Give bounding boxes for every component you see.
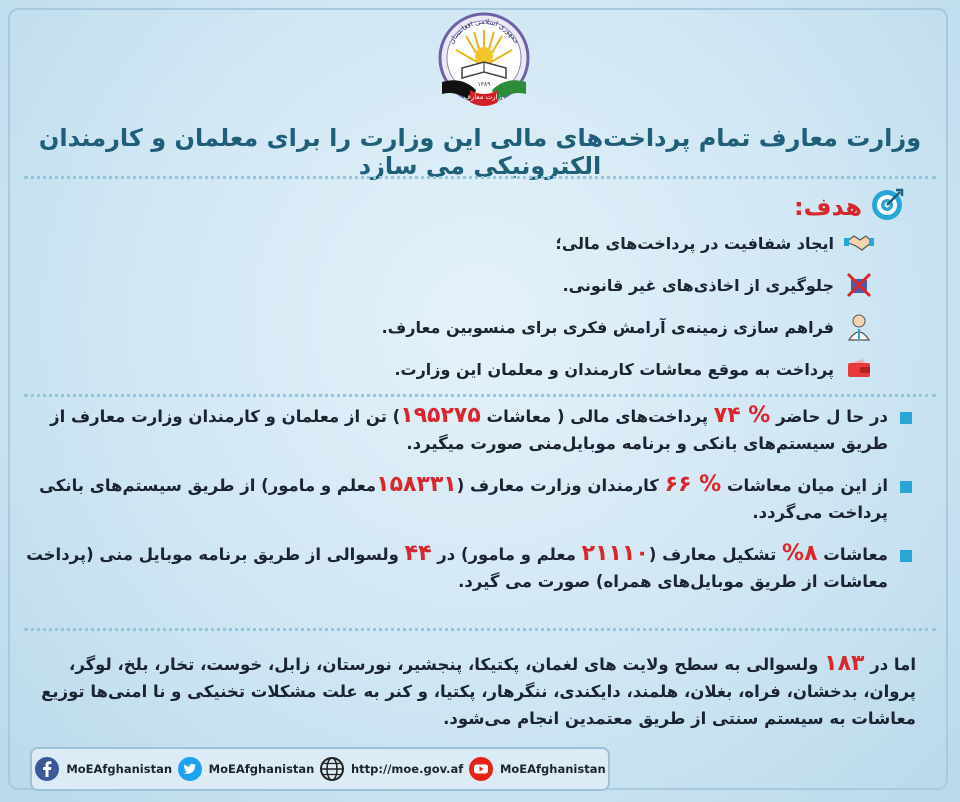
twitter-link[interactable] xyxy=(177,756,315,782)
logo-year: ۱۳۸۹ xyxy=(477,81,491,88)
divider xyxy=(24,176,936,179)
goal-item xyxy=(276,306,876,348)
page-title: وزارت معارف تمام پرداخت‌های مالی این وزارت را برای معلمان و کارمندان الکترونیکی می سازد xyxy=(38,124,922,180)
stats-bullets xyxy=(24,402,912,609)
highlight-percent: % ۷۴ xyxy=(713,403,771,428)
ministry-logo xyxy=(432,6,536,116)
divider xyxy=(24,394,936,397)
youtube-link[interactable] xyxy=(468,756,606,782)
logo-top-text: جمهوری اسلامی افغانستان xyxy=(447,17,521,46)
youtube-handle: MoEAfghanistan xyxy=(499,762,606,776)
bullet-text: معلم و مامور) در xyxy=(431,545,582,564)
highlight-number: ۲۱۱۱۰ xyxy=(581,541,649,566)
target-icon xyxy=(870,188,904,226)
twitter-handle: MoEAfghanistan xyxy=(208,762,315,776)
goal-item xyxy=(276,222,876,264)
facebook-icon xyxy=(34,756,60,782)
bullet-text: معلم و مامور) از طریق سیستم‌های بانکی پرداخت می‌گردد. xyxy=(39,476,888,522)
bullet-text: کارمندان وزارت معارف ( xyxy=(456,476,665,495)
facebook-link[interactable] xyxy=(34,756,172,782)
no-bribe-icon xyxy=(842,268,876,302)
goal-text: فراهم سازی زمینه‌ی آرامش فکری برای منسوبین معارف. xyxy=(381,317,834,337)
bullet-marker xyxy=(900,481,912,493)
bullet-item xyxy=(24,471,912,526)
bullet-text: از این میان معاشات xyxy=(721,476,888,495)
bullet-text: در حا ل حاضر xyxy=(770,407,888,426)
highlight-percent: ۸% xyxy=(782,541,818,566)
facebook-handle: MoEAfghanistan xyxy=(66,762,173,776)
goal-label: هدف: xyxy=(794,193,862,221)
goal-item xyxy=(276,264,876,306)
goal-header xyxy=(794,188,904,226)
goal-text: جلوگیری از اخاذی‌های غیر قانونی. xyxy=(562,275,834,295)
bullet-marker xyxy=(900,550,912,562)
goal-text: پرداخت به موقع معاشات کارمندان و معلمان این وزارت. xyxy=(394,359,834,379)
highlight-percent: % ۶۶ xyxy=(664,472,722,497)
closing-paragraph xyxy=(24,650,916,732)
goal-item xyxy=(276,348,876,390)
twitter-icon xyxy=(177,756,203,782)
website-url: http://moe.gov.af xyxy=(351,762,464,776)
social-footer xyxy=(30,747,610,791)
highlight-number: ۱۹۵۲۷۵ xyxy=(400,403,481,428)
youtube-icon xyxy=(468,756,494,782)
bullet-text: معاشات xyxy=(817,545,888,564)
goal-text: ایجاد شفافیت در پرداخت‌های مالی؛ xyxy=(555,233,834,253)
wallet-icon xyxy=(842,352,876,386)
bullet-marker xyxy=(900,412,912,424)
relaxed-person-icon xyxy=(842,310,876,344)
bullet-text: تشکیل معارف ( xyxy=(648,545,783,564)
bullet-item xyxy=(24,402,912,457)
para-text: ولسوالی به سطح ولایت های لغمان، پکتیکا، پنجشیر، نورستان، زابل، خوست، تخار، بلخ، لوگر، پروان، بدخشان، فراه، بغلان، هلمند، دایکندی، ننگرهار، پکتیا، و کنر به علت مشکلات تخنیکی و نا امنی‌ها توزیع معاشات به سیستم سنتی از طریق معتمدین انجام می‌شود. xyxy=(41,655,916,728)
highlight-number: ۴۴ xyxy=(404,541,432,566)
highlight-number: ۱۸۳ xyxy=(824,651,865,676)
highlight-number: ۱۵۸۳۳۱ xyxy=(376,472,457,497)
globe-icon xyxy=(319,756,345,782)
bullet-text: پرداخت‌های مالی ( معاشات xyxy=(480,407,714,426)
para-text: اما در xyxy=(864,655,916,674)
bullet-text: ولسوالی از طریق برنامه موبایل منی (پرداخت معاشات از طریق موبایل‌های همراه) صورت می گیرد. xyxy=(26,545,888,591)
divider xyxy=(24,628,936,631)
website-link[interactable] xyxy=(319,756,463,782)
goals-list xyxy=(276,222,876,390)
bullet-item xyxy=(24,540,912,595)
handshake-icon xyxy=(842,226,876,260)
logo-bottom-text: وزارت معارف xyxy=(463,93,505,101)
bullet-text: ) تن از معلمان و کارمندان وزارت معارف از طریق سیستم‌های بانکی و برنامه موبایل‌منی صورت میگیرد. xyxy=(50,407,888,453)
